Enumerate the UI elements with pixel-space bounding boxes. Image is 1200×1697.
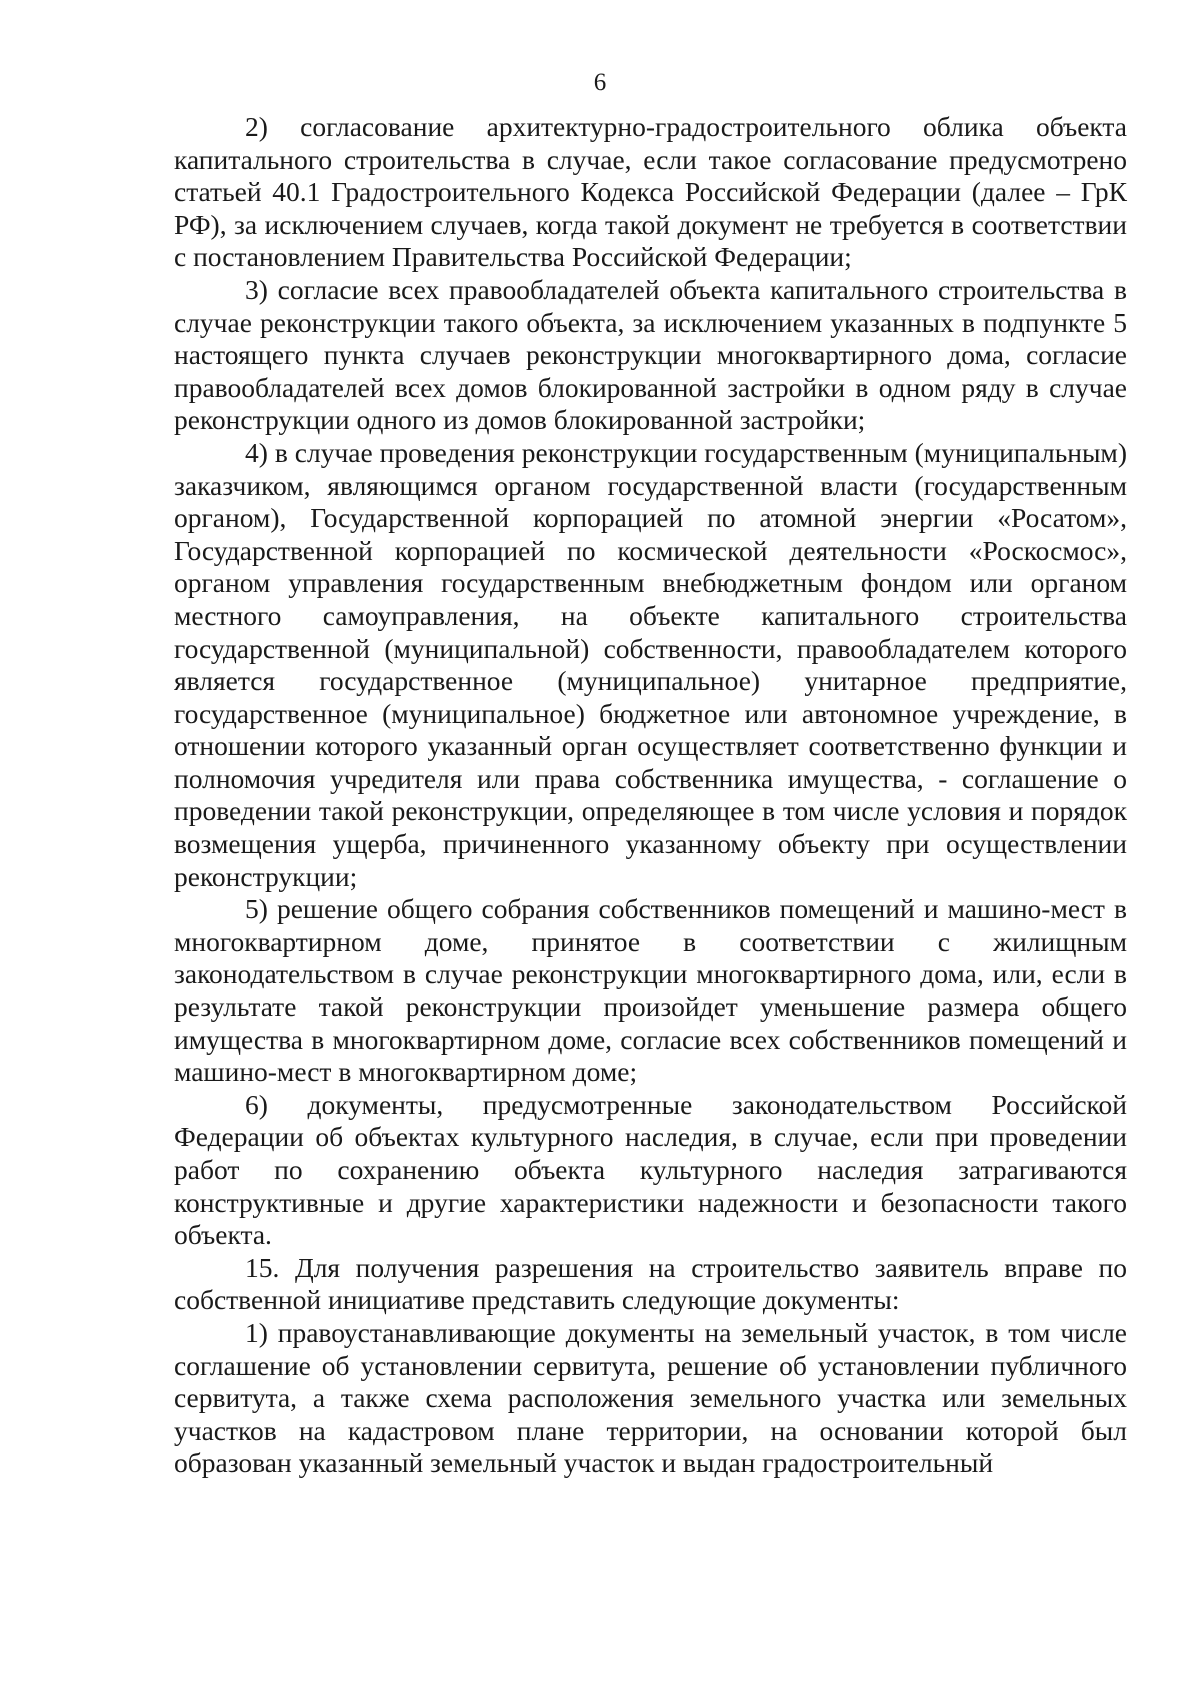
paragraph-clause-15-optional-documents: 15. Для получения разрешения на строительство заявитель вправе по собственной инициативе представить следующие документы: xyxy=(174,1251,1127,1316)
page-number: 6 xyxy=(593,69,607,96)
paragraph-item-5-owners-meeting-decision: 5) решение общего собрания собственников помещений и машино-мест в многоквартирном доме, принятое в соответствии с жилищным законодательством в случае реконструкции многоквартирного дома, или, если в результате такой реконструкции произойдет уменьшение размера общего имущества в многоквартирном доме, согласие всех собственников помещений и машино-мест в многоквартирном доме; xyxy=(174,893,1127,1088)
paragraph-item-4-reconstruction-agreement: 4) в случае проведения реконструкции государственным (муниципальным) заказчиком, являющимся органом государственной власти (государственным органом), Государственной корпорацией по атомной энергии «Росатом», Государственной корпорацией по космической деятельности «Роскосмос», органом управления государственным внебюджетным фондом или органом местного самоуправления, на объекте капитального строительства государственной (муниципальной) собственности, правообладателем которого является государственное (муниципальное) унитарное предприятие, государственное (муниципальное) бюджетное или автономное учреждение, в отношении которого указанный орган осуществляет соответственно функции и полномочия учредителя или права собственника имущества, - соглашение о проведении такой реконструкции, определяющее в том числе условия и порядок возмещения ущерба, причиненного указанному объекту при осуществлении реконструкции; xyxy=(174,436,1127,892)
paragraph-item-1-land-title-documents: 1) правоустанавливающие документы на земельный участок, в том числе соглашение об установлении сервитута, решение об установлении публичного сервитута, а также схема расположения земельного участка или земельных участков на кадастровом плане территории, на основании которой был образован указанный земельный участок и выдан градостроительный xyxy=(174,1316,1127,1479)
paragraph-item-3-rightholders-consent: 3) согласие всех правообладателей объекта капитального строительства в случае реконструкции такого объекта, за исключением указанных в подпункте 5 настоящего пункта случаев реконструкции многоквартирного дома, согласие правообладателей всех домов блокированной застройки в одном ряду в случае реконструкции одного из домов блокированной застройки; xyxy=(174,273,1127,436)
document-body xyxy=(174,111,1127,1480)
paragraph-item-2-architectural-approval: 2) согласование архитектурно-градостроительного облика объекта капитального строительства в случае, если такое согласование предусмотрено статьей 40.1 Градостроительного Кодекса Российской Федерации (далее – ГрК РФ), за исключением случаев, когда такой документ не требуется в соответствии с постановлением Правительства Российской Федерации; xyxy=(174,111,1127,273)
paragraph-item-6-cultural-heritage-documents: 6) документы, предусмотренные законодательством Российской Федерации об объектах культурного наследия, в случае, если при проведении работ по сохранению объекта культурного наследия затрагиваются конструктивные и другие характеристики надежности и безопасности такого объекта. xyxy=(174,1088,1127,1251)
